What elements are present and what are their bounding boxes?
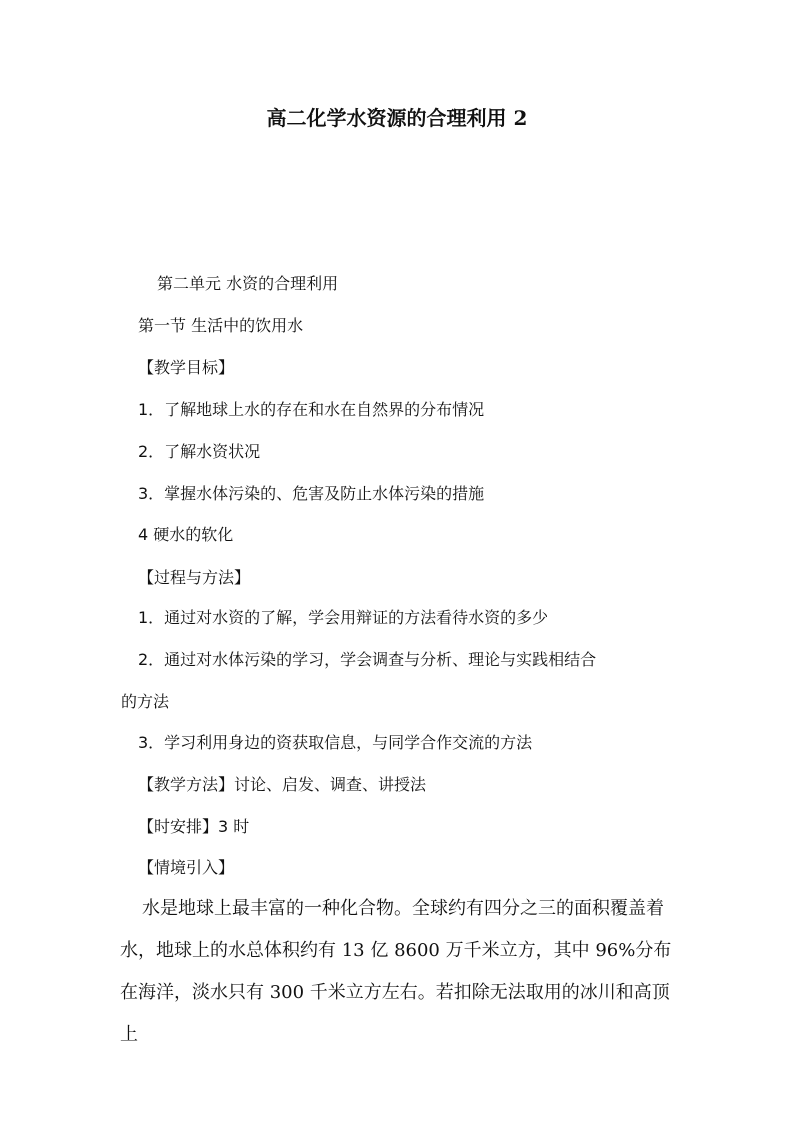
- objectives-heading: 【教学目标】: [138, 358, 235, 377]
- schedule-line: 【时安排】3 时: [138, 817, 250, 836]
- objective-item-3: 3．掌握水体污染的、危害及防止水体污染的措施: [138, 484, 485, 503]
- process-item-2-continued: 的方法: [121, 692, 170, 711]
- intro-paragraph: 水是地球上最丰富的一种化合物。全球约有四分之三的面积覆盖着水，地球上的水总体积约有 13 亿 8600 万千米立方，其中 96%分布在海洋，淡水只有 300 千米立方左右。若扣除无法取用的冰川和高顶上: [120, 898, 672, 1045]
- page-title: 高二化学水资源的合理利用 2: [266, 106, 528, 130]
- scenario-heading: 【情境引入】: [138, 858, 235, 877]
- teaching-method-line: 【教学方法】讨论、启发、调查、讲授法: [138, 775, 427, 794]
- objective-item-2: 2．了解水资状况: [138, 442, 261, 461]
- process-item-2: 2．通过对水体污染的学习，学会调查与分析、理论与实践相结合: [138, 650, 597, 669]
- objective-item-4: 4 硬水的软化: [138, 525, 234, 544]
- unit-heading: 第二单元 水资的合理利用: [157, 274, 339, 293]
- process-item-3: 3．学习利用身边的资获取信息，与同学合作交流的方法: [138, 733, 533, 752]
- objective-item-1: 1．了解地球上水的存在和水在自然界的分布情况: [138, 400, 485, 419]
- section-heading: 第一节 生活中的饮用水: [138, 316, 304, 335]
- process-item-1: 1．通过对水资的了解，学会用辩证的方法看待水资的多少: [138, 608, 549, 627]
- process-method-heading: 【过程与方法】: [138, 568, 251, 587]
